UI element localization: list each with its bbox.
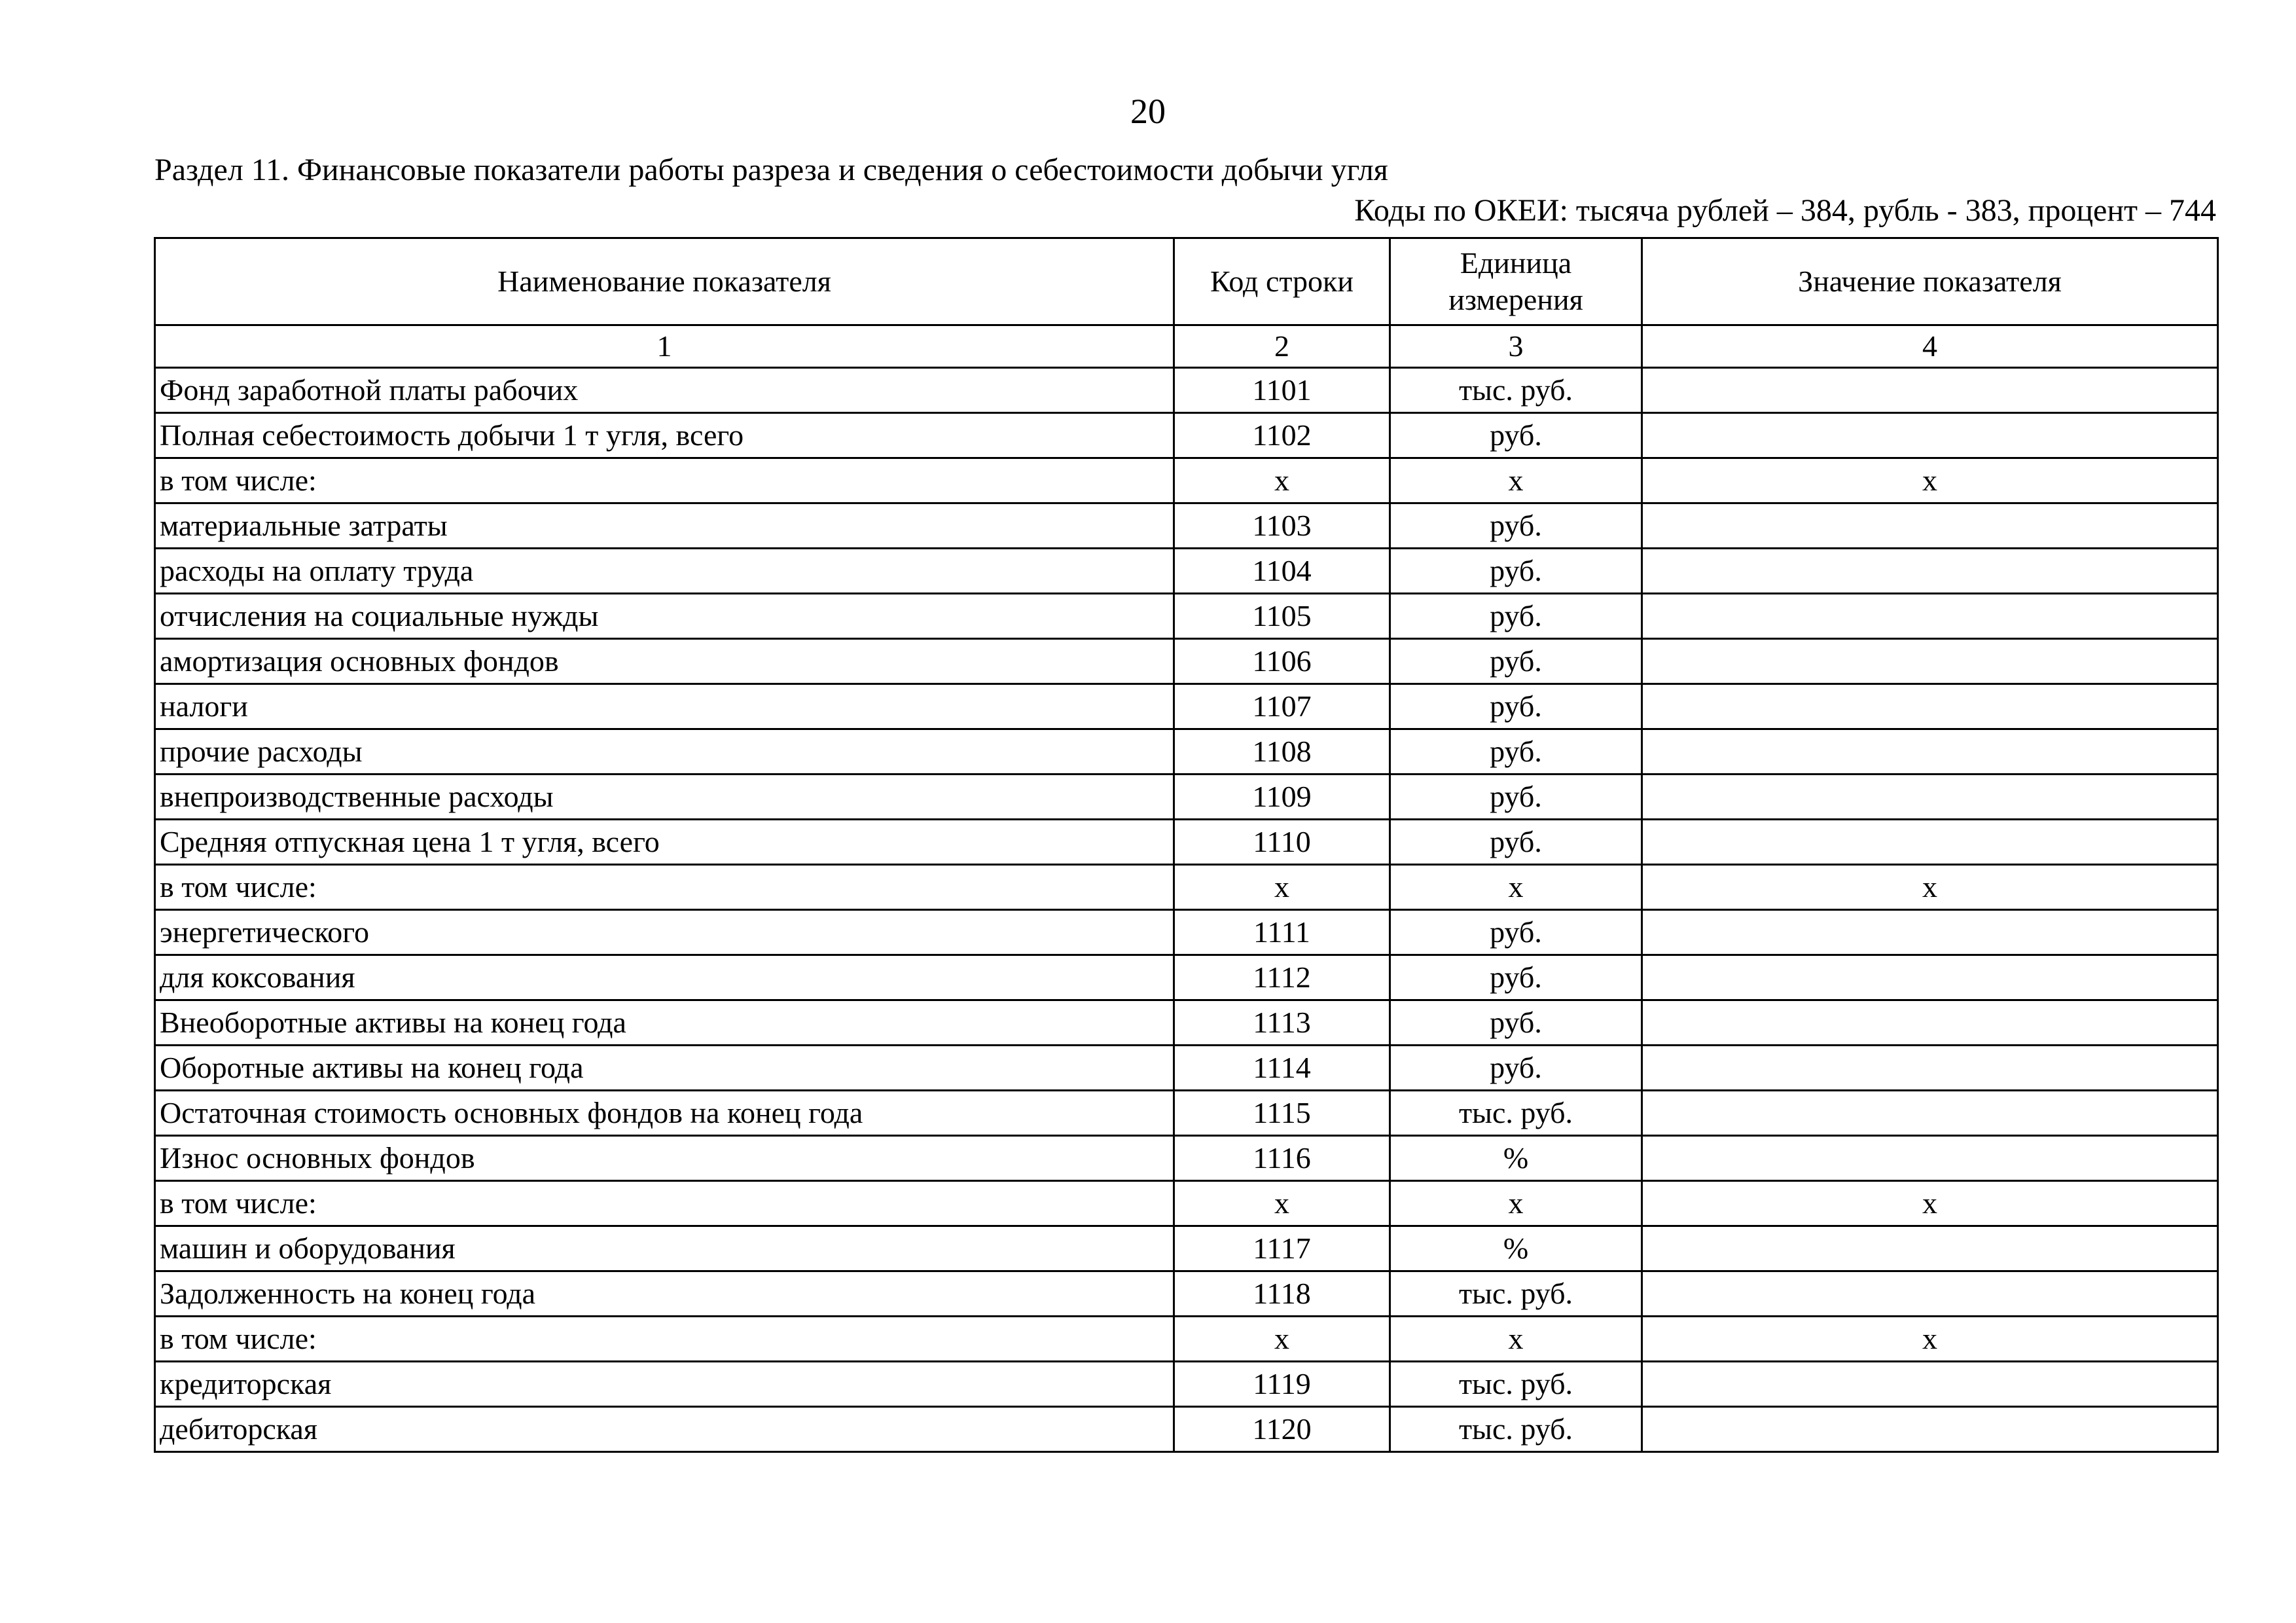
value-input-cell[interactable] xyxy=(1642,775,2218,820)
table-body xyxy=(155,368,2218,1452)
row-code-cell: х xyxy=(1174,458,1390,503)
indicator-name-cell: Полная себестоимость добычи 1 т угля, всего xyxy=(155,413,1174,458)
unit-cell: руб. xyxy=(1390,910,1642,955)
indicator-name-cell: амортизация основных фондов xyxy=(155,639,1174,684)
value-input-cell[interactable] xyxy=(1642,1000,2218,1046)
row-code-cell: 1107 xyxy=(1174,684,1390,729)
indicator-name-cell: в том числе: xyxy=(155,1181,1174,1226)
value-input-cell[interactable] xyxy=(1642,1407,2218,1452)
indicator-name-cell: налоги xyxy=(155,684,1174,729)
row-code-cell: 1120 xyxy=(1174,1407,1390,1452)
indicator-name-cell: для коксования xyxy=(155,955,1174,1000)
value-input-cell[interactable] xyxy=(1642,1271,2218,1317)
value-input-cell[interactable] xyxy=(1642,910,2218,955)
row-code-cell: 1102 xyxy=(1174,413,1390,458)
indicator-name-cell: в том числе: xyxy=(155,1317,1174,1362)
value-input-cell[interactable] xyxy=(1642,684,2218,729)
header-value: Значение показателя xyxy=(1642,238,2218,325)
unit-cell: руб. xyxy=(1390,684,1642,729)
row-code-cell: 1114 xyxy=(1174,1046,1390,1091)
header-row xyxy=(155,238,2218,325)
row-code-cell: 1106 xyxy=(1174,639,1390,684)
table-row xyxy=(155,1136,2218,1181)
value-input-cell[interactable] xyxy=(1642,955,2218,1000)
column-number-row xyxy=(155,325,2218,368)
table-row xyxy=(155,1000,2218,1046)
unit-cell: % xyxy=(1390,1226,1642,1271)
header-row-code: Код строки xyxy=(1174,238,1390,325)
value-input-cell[interactable] xyxy=(1642,1226,2218,1271)
indicator-name-cell: отчисления на социальные нужды xyxy=(155,594,1174,639)
table-row xyxy=(155,1317,2218,1362)
page-number: 20 xyxy=(1130,92,1166,131)
unit-cell: руб. xyxy=(1390,955,1642,1000)
table-row xyxy=(155,549,2218,594)
unit-cell: руб. xyxy=(1390,639,1642,684)
row-code-cell: 1103 xyxy=(1174,503,1390,549)
unit-cell: руб. xyxy=(1390,549,1642,594)
table-row xyxy=(155,1271,2218,1317)
indicator-name-cell: Внеоборотные активы на конец года xyxy=(155,1000,1174,1046)
unit-cell: руб. xyxy=(1390,413,1642,458)
row-code-cell: 1112 xyxy=(1174,955,1390,1000)
indicator-name-cell: Износ основных фондов xyxy=(155,1136,1174,1181)
indicator-name-cell: Задолженность на конец года xyxy=(155,1271,1174,1317)
table-row xyxy=(155,684,2218,729)
unit-cell: руб. xyxy=(1390,1000,1642,1046)
unit-cell: тыс. руб. xyxy=(1390,368,1642,413)
indicator-name-cell: Остаточная стоимость основных фондов на конец года xyxy=(155,1091,1174,1136)
indicator-name-cell: кредиторская xyxy=(155,1362,1174,1407)
row-code-cell: 1119 xyxy=(1174,1362,1390,1407)
unit-cell: руб. xyxy=(1390,503,1642,549)
unit-cell: тыс. руб. xyxy=(1390,1362,1642,1407)
row-code-cell: 1117 xyxy=(1174,1226,1390,1271)
row-code-cell: 1115 xyxy=(1174,1091,1390,1136)
unit-cell: тыс. руб. xyxy=(1390,1091,1642,1136)
value-input-cell[interactable] xyxy=(1642,1362,2218,1407)
row-code-cell: 1104 xyxy=(1174,549,1390,594)
table-row xyxy=(155,1226,2218,1271)
table-row xyxy=(155,1091,2218,1136)
table-row xyxy=(155,775,2218,820)
value-input-cell[interactable] xyxy=(1642,1091,2218,1136)
row-code-cell: 1109 xyxy=(1174,775,1390,820)
value-input-cell[interactable] xyxy=(1642,413,2218,458)
table-row xyxy=(155,413,2218,458)
indicator-name-cell: энергетического xyxy=(155,910,1174,955)
value-input-cell[interactable] xyxy=(1642,729,2218,775)
column-number: 3 xyxy=(1390,325,1642,368)
row-code-cell: 1101 xyxy=(1174,368,1390,413)
unit-cell: руб. xyxy=(1390,775,1642,820)
table-row xyxy=(155,955,2218,1000)
value-input-cell[interactable] xyxy=(1642,639,2218,684)
header-indicator-name: Наименование показателя xyxy=(155,238,1174,325)
unit-cell: тыс. руб. xyxy=(1390,1407,1642,1452)
value-input-cell[interactable] xyxy=(1642,820,2218,865)
table-row xyxy=(155,865,2218,910)
value-input-cell[interactable] xyxy=(1642,549,2218,594)
value-input-cell[interactable]: х xyxy=(1642,1181,2218,1226)
table-row xyxy=(155,594,2218,639)
indicator-name-cell: в том числе: xyxy=(155,865,1174,910)
unit-cell: руб. xyxy=(1390,729,1642,775)
unit-cell: х xyxy=(1390,865,1642,910)
row-code-cell: 1110 xyxy=(1174,820,1390,865)
column-number: 4 xyxy=(1642,325,2218,368)
unit-cell: руб. xyxy=(1390,820,1642,865)
value-input-cell[interactable]: х xyxy=(1642,865,2218,910)
unit-cell: х xyxy=(1390,458,1642,503)
value-input-cell[interactable] xyxy=(1642,594,2218,639)
indicator-name-cell: в том числе: xyxy=(155,458,1174,503)
table-row xyxy=(155,503,2218,549)
table-row xyxy=(155,458,2218,503)
unit-cell: х xyxy=(1390,1317,1642,1362)
indicator-name-cell: прочие расходы xyxy=(155,729,1174,775)
value-input-cell[interactable] xyxy=(1642,368,2218,413)
row-code-cell: 1105 xyxy=(1174,594,1390,639)
header-unit: Единица измерения xyxy=(1390,238,1642,325)
okei-codes: Коды по ОКЕИ: тысяча рублей – 384, рубль - 383, процент – 744 xyxy=(1354,193,2216,228)
unit-cell: руб. xyxy=(1390,1046,1642,1091)
row-code-cell: 1108 xyxy=(1174,729,1390,775)
value-input-cell[interactable]: х xyxy=(1642,1317,2218,1362)
table-row xyxy=(155,820,2218,865)
indicator-name-cell: внепроизводственные расходы xyxy=(155,775,1174,820)
table-row xyxy=(155,910,2218,955)
column-number: 2 xyxy=(1174,325,1390,368)
unit-cell: х xyxy=(1390,1181,1642,1226)
table-row xyxy=(155,1181,2218,1226)
table-row xyxy=(155,368,2218,413)
indicator-name-cell: Средняя отпускная цена 1 т угля, всего xyxy=(155,820,1174,865)
indicator-name-cell: Оборотные активы на конец года xyxy=(155,1046,1174,1091)
row-code-cell: 1116 xyxy=(1174,1136,1390,1181)
row-code-cell: х xyxy=(1174,1317,1390,1362)
unit-cell: руб. xyxy=(1390,594,1642,639)
value-input-cell[interactable]: х xyxy=(1642,458,2218,503)
table-row xyxy=(155,1407,2218,1452)
section-title: Раздел 11. Финансовые показатели работы разреза и сведения о себестоимости добычи угля xyxy=(154,153,1388,187)
value-input-cell[interactable] xyxy=(1642,503,2218,549)
table-row xyxy=(155,729,2218,775)
table-row xyxy=(155,1362,2218,1407)
row-code-cell: 1118 xyxy=(1174,1271,1390,1317)
indicator-name-cell: дебиторская xyxy=(155,1407,1174,1452)
row-code-cell: 1113 xyxy=(1174,1000,1390,1046)
row-code-cell: х xyxy=(1174,865,1390,910)
unit-cell: тыс. руб. xyxy=(1390,1271,1642,1317)
row-code-cell: х xyxy=(1174,1181,1390,1226)
unit-cell: % xyxy=(1390,1136,1642,1181)
row-code-cell: 1111 xyxy=(1174,910,1390,955)
indicator-name-cell: расходы на оплату труда xyxy=(155,549,1174,594)
indicator-name-cell: Фонд заработной платы рабочих xyxy=(155,368,1174,413)
column-number: 1 xyxy=(155,325,1174,368)
table-row xyxy=(155,639,2218,684)
financial-indicators-table xyxy=(154,237,2219,1453)
value-input-cell[interactable] xyxy=(1642,1046,2218,1091)
value-input-cell[interactable] xyxy=(1642,1136,2218,1181)
indicator-name-cell: машин и оборудования xyxy=(155,1226,1174,1271)
table-row xyxy=(155,1046,2218,1091)
indicator-name-cell: материальные затраты xyxy=(155,503,1174,549)
